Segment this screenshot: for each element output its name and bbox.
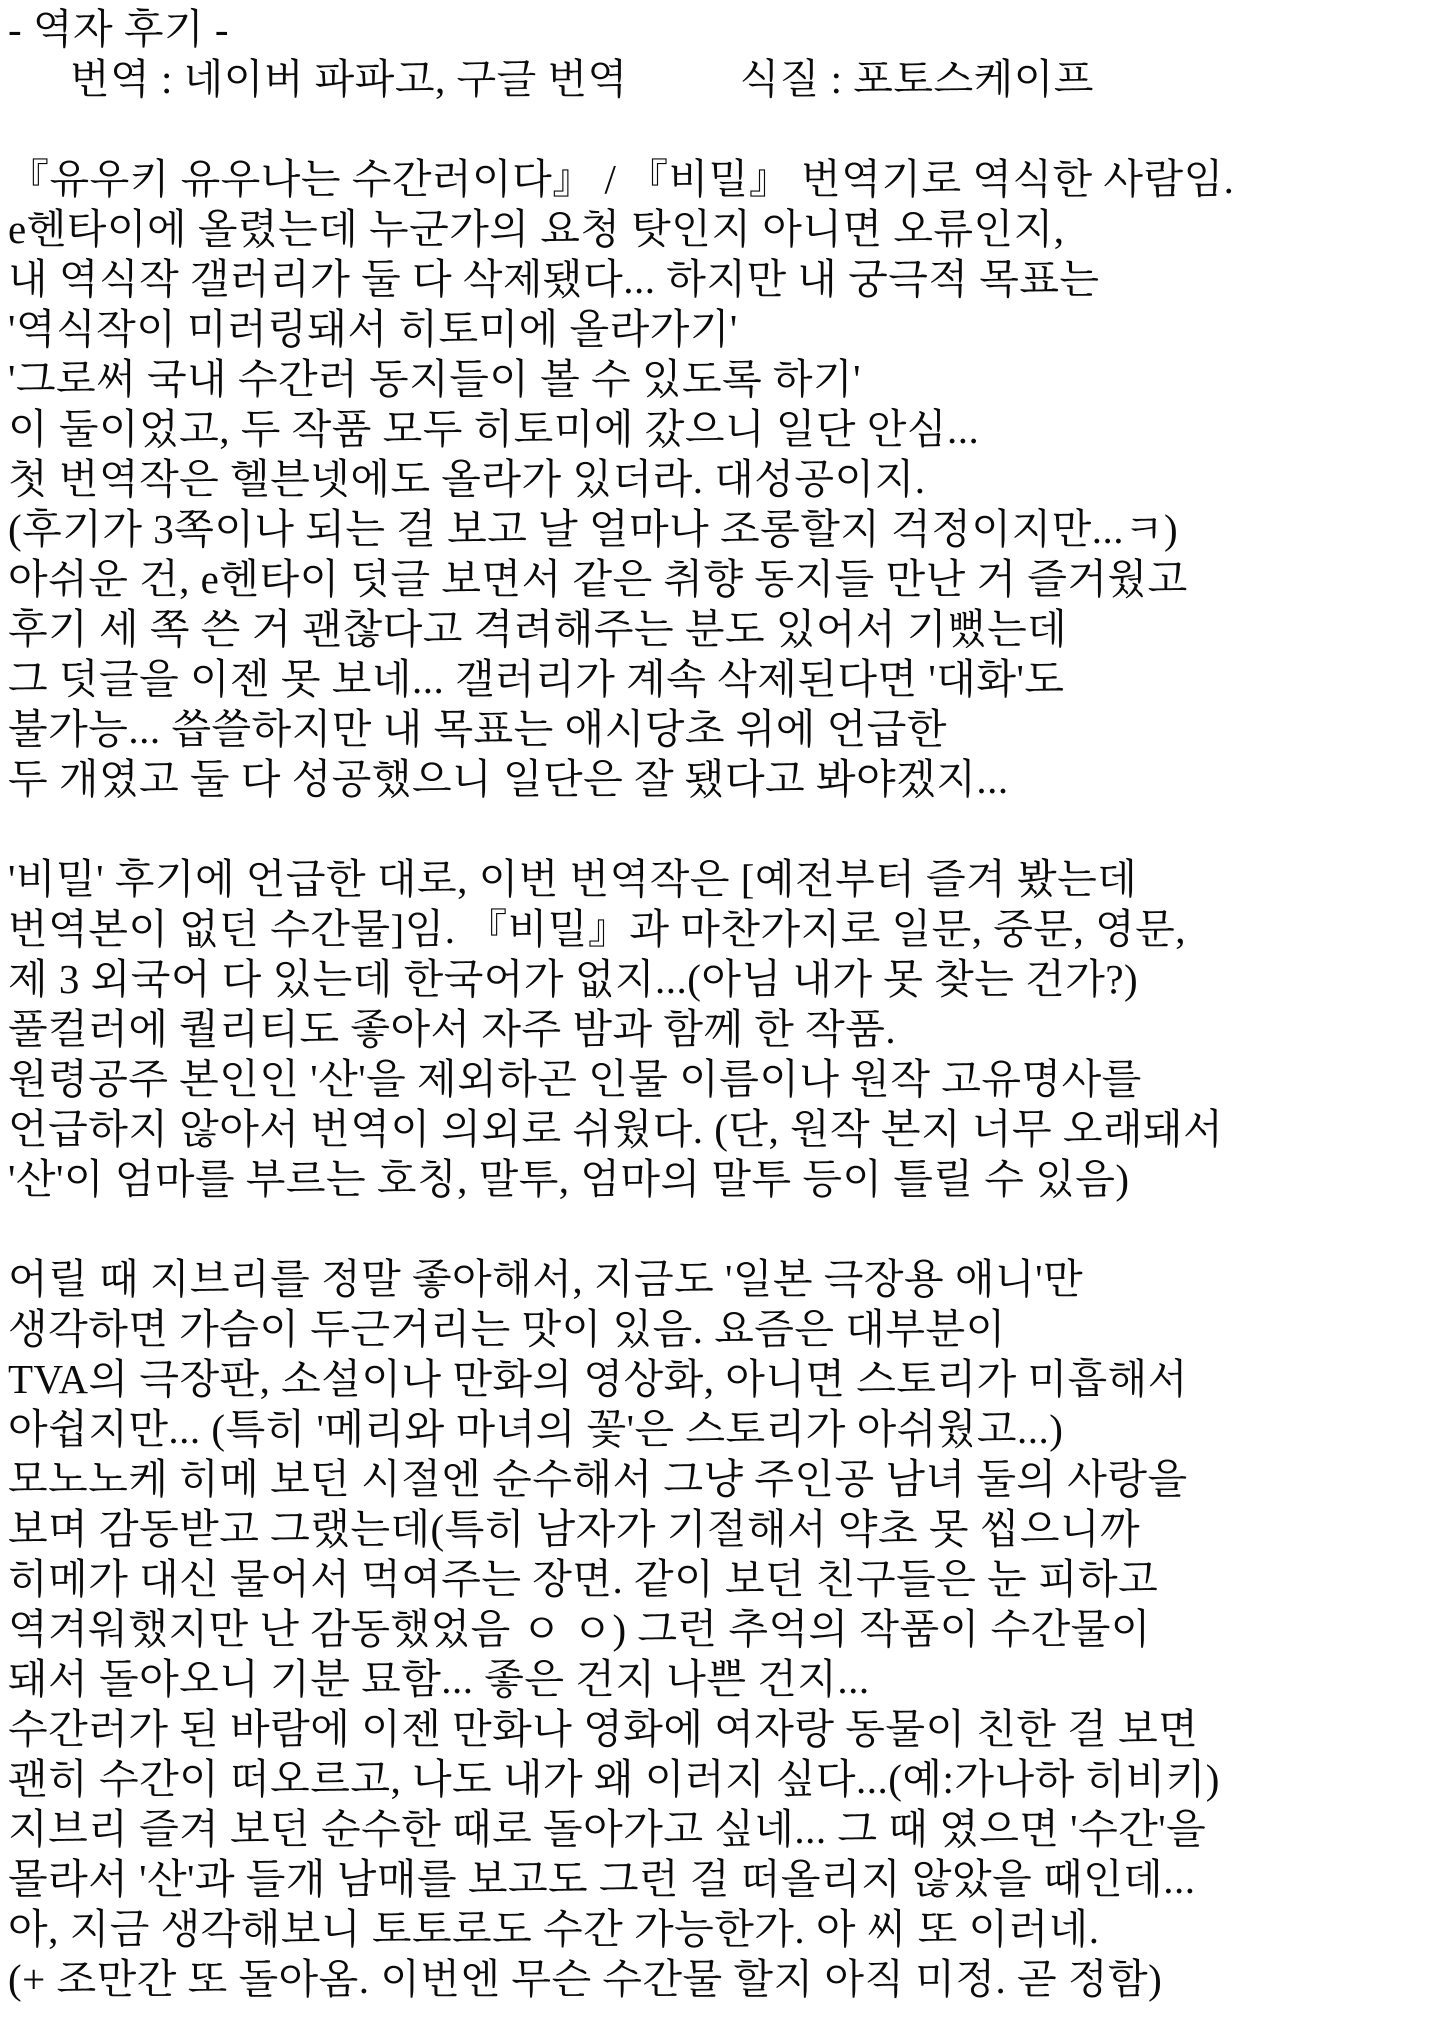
text-line: 아쉬운 건, e헨타이 덧글 보면서 같은 취향 동지들 만난 거 즐거웠고 xyxy=(8,556,1188,602)
text-line: 내 역식작 갤러리가 둘 다 삭제됐다... 하지만 내 궁극적 목표는 xyxy=(8,256,1100,302)
text-line: 그 덧글을 이젠 못 보네... 갤러리가 계속 삭제된다면 '대화'도 xyxy=(8,656,1065,702)
text-line: 몰라서 '산'과 들개 남매를 보고도 그런 걸 떠올리지 않았을 때인데... xyxy=(8,1856,1196,1902)
translation-credit: 번역 : 네이버 파파고, 구글 번역 xyxy=(70,56,628,102)
text-line: 제 3 외국어 다 있는데 한국어가 없지...(아님 내가 못 찾는 건가?) xyxy=(8,956,1139,1002)
text-line: 『유우키 유우나는 수간러이다』 / 『비밀』 번역기로 역식한 사람임. xyxy=(8,156,1235,202)
typesetting-credit: 식질 : 포토스케이프 xyxy=(739,56,1094,102)
text-line: e헨타이에 올렸는데 누군가의 요청 탓인지 아니면 오류인지, xyxy=(8,206,1065,252)
text-line: 어릴 때 지브리를 정말 좋아해서, 지금도 '일본 극장용 애니'만 xyxy=(8,1256,1084,1302)
text-line: 풀컬러에 퀄리티도 좋아서 자주 밤과 함께 한 작품. xyxy=(8,1006,897,1052)
paragraph-translation-notes xyxy=(8,854,1427,1204)
text-line: 아, 지금 생각해보니 토토로도 수간 가능한가. 아 씨 또 이러네. xyxy=(8,1906,1100,1952)
text-line: 수간러가 된 바람에 이젠 만화나 영화에 여자랑 동물이 친한 걸 보면 xyxy=(8,1706,1199,1752)
credits-line xyxy=(8,54,1427,104)
text-line: TVA의 극장판, 소설이나 만화의 영상화, 아니면 스토리가 미흡해서 xyxy=(8,1356,1188,1402)
text-line: 괜히 수간이 떠오르고, 나도 내가 왜 이러지 싶다...(예:가나하 히비키) xyxy=(8,1756,1220,1802)
text-line: 첫 번역작은 헬븐넷에도 올라가 있더라. 대성공이지. xyxy=(8,456,926,502)
text-line: 지브리 즐겨 보던 순수한 때로 돌아가고 싶네... 그 때 였으면 '수간'을 xyxy=(8,1806,1207,1852)
text-line: (후기가 3쪽이나 되는 걸 보고 날 얼마나 조롱할지 걱정이지만...ㅋ) xyxy=(8,506,1179,552)
paragraph-ghibli-memories xyxy=(8,1254,1427,2004)
text-line: 역겨워했지만 난 감동했었음 ㅇ ㅇ) 그런 추억의 작품이 수간물이 xyxy=(8,1606,1151,1652)
text-line: 이 둘이었고, 두 작품 모두 히토미에 갔으니 일단 안심... xyxy=(8,406,980,452)
paragraph-upload-story xyxy=(8,154,1427,804)
text-line: '산'이 엄마를 부르는 호칭, 말투, 엄마의 말투 등이 틀릴 수 있음) xyxy=(8,1156,1130,1202)
text-line: 돼서 돌아오니 기분 묘함... 좋은 건지 나쁜 건지... xyxy=(8,1656,870,1702)
text-line: 언급하지 않아서 번역이 의외로 쉬웠다. (단, 원작 본지 너무 오래돼서 xyxy=(8,1106,1224,1152)
text-line: '역식작이 미러링돼서 히토미에 올라가기' xyxy=(8,306,738,352)
text-line: 생각하면 가슴이 두근거리는 맛이 있음. 요즘은 대부분이 xyxy=(8,1306,1006,1352)
text-line: 모노노케 히메 보던 시절엔 순수해서 그냥 주인공 남녀 둘의 사랑을 xyxy=(8,1456,1188,1502)
text-line: 두 개였고 둘 다 성공했으니 일단은 잘 됐다고 봐야겠지... xyxy=(8,756,1009,802)
text-line: '비밀' 후기에 언급한 대로, 이번 번역작은 [예전부터 즐겨 봤는데 xyxy=(8,856,1138,902)
text-line: (+ 조만간 또 돌아옴. 이번엔 무슨 수간물 할지 아직 미정. 곧 정함) xyxy=(8,1956,1163,2002)
text-line: 후기 세 쪽 쓴 거 괜찮다고 격려해주는 분도 있어서 기뻤는데 xyxy=(8,606,1068,652)
text-line: '그로써 국내 수간러 동지들이 볼 수 있도록 하기' xyxy=(8,356,862,402)
text-line: 불가능... 씁쓸하지만 내 목표는 애시당초 위에 언급한 xyxy=(8,706,947,752)
text-line: 아쉽지만... (특히 '메리와 마녀의 꽃'은 스토리가 아쉬웠고...) xyxy=(8,1406,1064,1452)
text-line: 보며 감동받고 그랬는데(특히 남자가 기절해서 약초 못 씹으니까 xyxy=(8,1506,1141,1552)
text-line: 번역본이 없던 수간물]임. 『비밀』과 마찬가지로 일문, 중문, 영문, xyxy=(8,906,1186,952)
text-line: 히메가 대신 물어서 먹여주는 장면. 같이 보던 친구들은 눈 피하고 xyxy=(8,1556,1159,1602)
page-title: - 역자 후기 - xyxy=(8,6,229,52)
text-line: 원령공주 본인인 '산'을 제외하곤 인물 이름이나 원작 고유명사를 xyxy=(8,1056,1142,1102)
